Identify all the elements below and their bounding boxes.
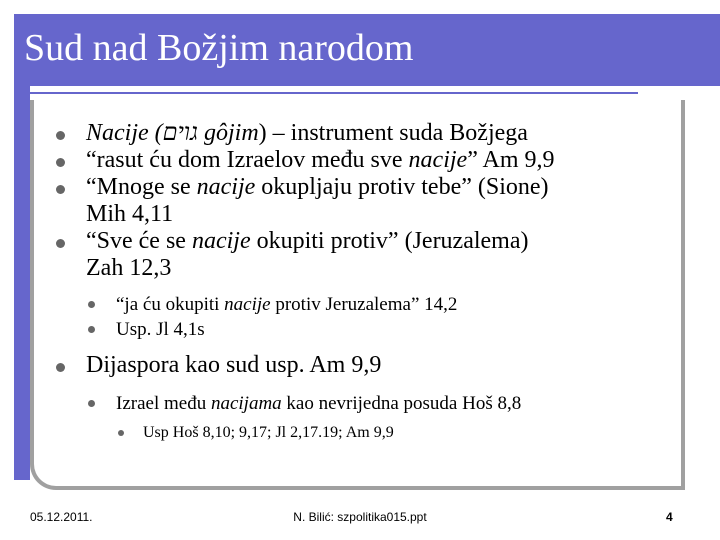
bullet-text: ” Am 9,9 [467, 147, 555, 173]
hebrew-term: גוים gôjim [162, 120, 259, 146]
sub-sub-bullet-item [28, 422, 708, 444]
emphasis-text: nacije [191, 228, 251, 254]
bullet-item [28, 147, 708, 174]
bullet-dot-icon [56, 363, 65, 372]
footer-filename: N. Bilić: szpolitika015.ppt [293, 510, 427, 524]
bullet-text: okupiti protiv” (Jeruzalema) [250, 228, 529, 254]
sub-bullet-text: Usp. Jl 4,1s [116, 319, 205, 340]
bullet-continuation: Zah 12,3 [86, 255, 172, 281]
slide-title: Sud nad Božjim narodom [24, 27, 414, 69]
bullet-text: okupljaju protiv tebe” (Sione) [255, 174, 549, 200]
bullet-list [28, 120, 708, 444]
sub-bullet-dot-icon [88, 326, 95, 333]
sub-sub-bullet-text: Usp Hoš 8,10; 9,17; Jl 2,17.19; Am 9,9 [143, 424, 394, 441]
sub-bullet-text: protiv Jeruzalema” 14,2 [270, 294, 458, 315]
bullet-continuation: Mih 4,11 [86, 201, 174, 227]
sub-bullet-item [28, 391, 708, 416]
bullet-dot-icon [56, 239, 65, 248]
bullet-item [28, 120, 708, 147]
page-number: 4 [666, 510, 673, 524]
bullet-dot-icon [56, 185, 65, 194]
bullet-dot-icon [56, 131, 65, 140]
bullet-text: Dijaspora kao sud usp. Am 9,9 [86, 352, 382, 378]
bullet-text: “Sve će se [86, 228, 192, 254]
bullet-text: “rasut ću dom Izraelov među sve [86, 147, 409, 173]
emphasis-text: nacije [196, 174, 256, 200]
title-underline [18, 92, 638, 94]
bullet-text: “Mnoge se [86, 174, 197, 200]
emphasis-text: nacije [408, 147, 468, 173]
bullet-item [28, 352, 708, 379]
sub-bullet-text: “ja ću okupiti [116, 294, 225, 315]
sub-bullet-text: kao nevrijedna posuda Hoš 8,8 [281, 393, 522, 414]
sub-bullet-dot-icon [88, 301, 95, 308]
bullet-dot-icon [56, 158, 65, 167]
emphasis-text: nacijama [210, 393, 282, 414]
emphasis-text: nacije [224, 294, 271, 315]
footer-date: 05.12.2011. [30, 510, 93, 524]
sub-bullet-item [28, 292, 708, 317]
sub-bullet-text: Izrael među [116, 393, 211, 414]
bullet-text: ) – instrument suda Božjega [258, 120, 528, 146]
sub-sub-bullet-dot-icon [118, 430, 124, 436]
sub-bullet-dot-icon [88, 400, 95, 407]
bullet-item [28, 174, 708, 228]
sub-bullet-item [28, 317, 708, 342]
bullet-item [28, 228, 708, 282]
bullet-text: Nacije ( [86, 120, 163, 146]
